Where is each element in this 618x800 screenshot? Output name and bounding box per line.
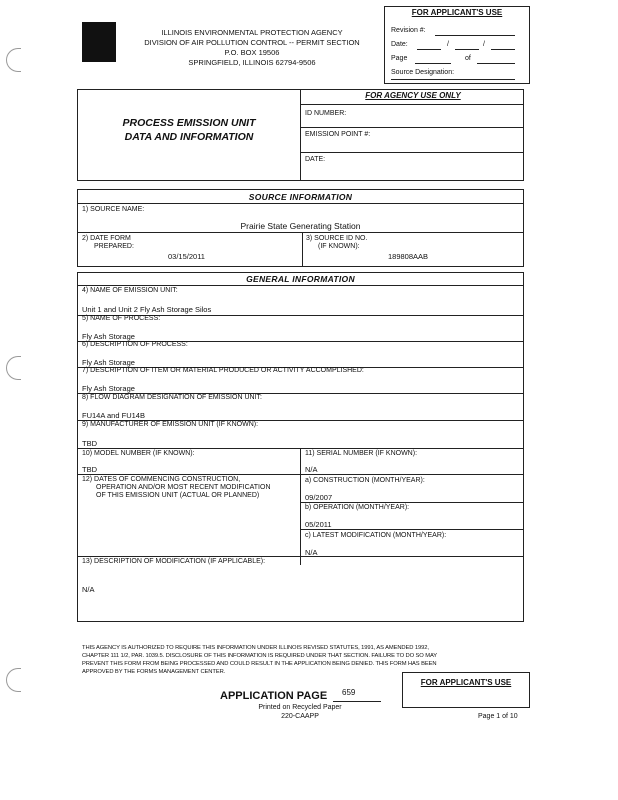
agency-line-4: SPRINGFIELD, ILLINOIS 62794-9506 bbox=[188, 58, 316, 67]
legal-notice-line-1: THIS AGENCY IS AUTHORIZED TO REQUIRE THIS INFORMATION UNDER ILLINOIS REVISED STATUTES, 1991, AS AMENDED 1992, bbox=[82, 645, 429, 651]
latest-modification-value: N/A bbox=[305, 548, 318, 557]
agency-id-number-label: ID NUMBER: bbox=[305, 110, 347, 117]
general-information-title: GENERAL INFORMATION bbox=[246, 274, 355, 284]
general-information-section bbox=[77, 272, 524, 622]
date-separator: / bbox=[483, 41, 485, 48]
page-number-field[interactable] bbox=[415, 63, 451, 64]
source-id-label: 3) SOURCE ID NO. (IF KNOWN): bbox=[306, 235, 368, 250]
agency-line-2: DIVISION OF AIR POLLUTION CONTROL -- PERMIT SECTION bbox=[144, 38, 360, 47]
item-produced-value: Fly Ash Storage bbox=[82, 384, 135, 393]
page-total-field[interactable] bbox=[477, 63, 515, 64]
footer-applicant-use-title: FOR APPLICANT'S USE bbox=[420, 678, 512, 687]
date-separator: / bbox=[447, 41, 449, 48]
agency-date-label: DATE: bbox=[305, 156, 326, 163]
process-name-label: 5) NAME OF PROCESS: bbox=[82, 315, 161, 322]
emission-unit-name-label: 4) NAME OF EMISSION UNIT: bbox=[82, 287, 178, 294]
form-code: 220-CAAPP bbox=[281, 713, 319, 720]
legal-notice-line-4: APPROVED BY THE FORMS MANAGEMENT CENTER. bbox=[82, 669, 226, 675]
process-name-value: Fly Ash Storage bbox=[82, 332, 135, 341]
date-form-prepared-label: 2) DATE FORM PREPARED: bbox=[82, 235, 134, 250]
item-produced-label: 7) DESCRIPTION OF ITEM OR MATERIAL PRODUCED OR ACTIVITY ACCOMPLISHED: bbox=[82, 367, 364, 374]
source-designation-label: Source Designation: bbox=[391, 69, 455, 76]
legal-notice-line-3: PREVENT THIS FORM FROM BEING PROCESSED AND COULD RESULT IN THE APPLICATION BEING DENIED. THIS FORM HAS BEEN bbox=[82, 661, 437, 667]
recycled-paper-note: Printed on Recycled Paper bbox=[258, 704, 342, 711]
manufacturer-label: 9) MANUFACTURER OF EMISSION UNIT (IF KNOWN): bbox=[82, 421, 259, 428]
date-label: Date: bbox=[391, 41, 408, 48]
model-number-value: TBD bbox=[82, 465, 97, 474]
dates-commencing-label: 12) DATES OF COMMENCING CONSTRUCTION, OPERATION AND/OR MOST RECENT MODIFICATION OF THIS EMISSION UNIT (ACTUAL OR PLANNED) bbox=[82, 476, 271, 499]
serial-number-label: 11) SERIAL NUMBER (IF KNOWN): bbox=[305, 450, 418, 457]
operation-date-value: 05/2011 bbox=[305, 520, 332, 529]
application-page-label: APPLICATION PAGE bbox=[220, 690, 328, 702]
page-of-label: of bbox=[465, 55, 471, 62]
modification-description-label: 13) DESCRIPTION OF MODIFICATION (IF APPLICABLE): bbox=[82, 558, 266, 565]
form-title-line-1: PROCESS EMISSION UNIT bbox=[122, 117, 256, 129]
source-designation-field[interactable] bbox=[391, 79, 515, 80]
date-year-field[interactable] bbox=[491, 49, 515, 50]
modification-description-value: N/A bbox=[82, 585, 95, 594]
revision-field[interactable] bbox=[435, 35, 515, 36]
page-of-total: Page 1 of 10 bbox=[478, 713, 518, 720]
emission-unit-name-value: Unit 1 and Unit 2 Fly Ash Storage Silos bbox=[82, 305, 212, 314]
flow-diagram-designation-value: FU14A and FU14B bbox=[82, 411, 145, 420]
form-title-block bbox=[77, 89, 524, 181]
punch-hole-mark bbox=[6, 48, 21, 72]
application-page-number: 659 bbox=[342, 688, 356, 697]
date-day-field[interactable] bbox=[455, 49, 479, 50]
agency-use-title: FOR AGENCY USE ONLY bbox=[365, 91, 461, 100]
latest-modification-label: c) LATEST MODIFICATION (MONTH/YEAR): bbox=[305, 532, 447, 539]
agency-line-3: P.O. BOX 19506 bbox=[224, 48, 280, 57]
date-month-field[interactable] bbox=[417, 49, 441, 50]
manufacturer-value: TBD bbox=[82, 439, 97, 448]
page-label: Page bbox=[391, 55, 408, 62]
form-title bbox=[78, 116, 300, 144]
punch-hole-mark bbox=[6, 668, 21, 692]
flow-diagram-designation-label: 8) FLOW DIAGRAM DESIGNATION OF EMISSION UNIT: bbox=[82, 394, 262, 401]
punch-hole-mark bbox=[6, 356, 21, 380]
date-form-prepared-value: 03/15/2011 bbox=[168, 252, 205, 261]
serial-number-value: N/A bbox=[305, 465, 318, 474]
revision-label: Revision #: bbox=[391, 27, 426, 34]
source-name-value: Prairie State Generating Station bbox=[240, 221, 361, 231]
operation-date-label: b) OPERATION (MONTH/YEAR): bbox=[305, 504, 410, 511]
source-name-label: 1) SOURCE NAME: bbox=[82, 206, 145, 213]
applicant-use-box bbox=[384, 6, 530, 84]
applicant-use-title: FOR APPLICANT'S USE bbox=[411, 8, 503, 17]
source-information-title: SOURCE INFORMATION bbox=[248, 192, 353, 202]
agency-line-1: ILLINOIS ENVIRONMENTAL PROTECTION AGENCY bbox=[161, 28, 343, 37]
model-number-label: 10) MODEL NUMBER (IF KNOWN): bbox=[82, 450, 195, 457]
construction-date-value: 09/2007 bbox=[305, 493, 333, 502]
agency-emission-point-label: EMISSION POINT #: bbox=[305, 131, 371, 138]
source-information-section bbox=[77, 189, 524, 267]
agency-logo bbox=[82, 22, 116, 62]
form-title-line-2: DATA AND INFORMATION bbox=[124, 131, 254, 143]
footer-applicant-use-box bbox=[402, 672, 530, 708]
process-description-value: Fly Ash Storage bbox=[82, 358, 135, 367]
construction-date-label: a) CONSTRUCTION (MONTH/YEAR): bbox=[305, 477, 425, 484]
agency-header bbox=[118, 28, 386, 68]
source-id-value: 189808AAB bbox=[388, 252, 429, 261]
legal-notice-line-2: CHAPTER 111 1/2, PAR. 1039.5. DISCLOSURE OF THIS INFORMATION IS REQUIRED UNDER THAT SECTION. FAILURE TO DO SO MAY bbox=[82, 653, 438, 659]
process-description-label: 6) DESCRIPTION OF PROCESS: bbox=[82, 341, 188, 348]
